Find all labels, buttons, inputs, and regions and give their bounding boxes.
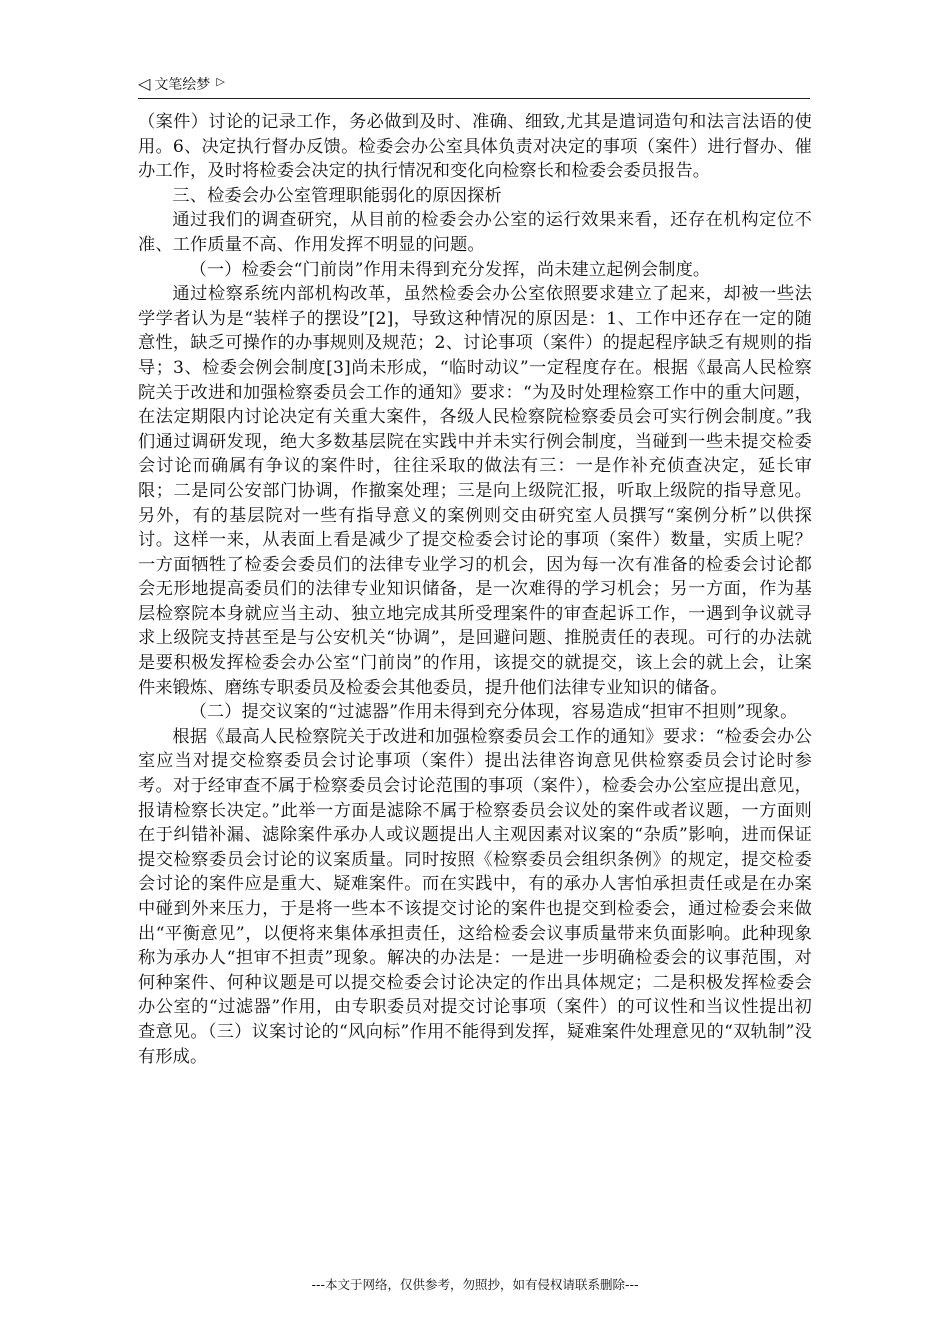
paragraph-body-2: 根据《最高人民检察院关于改进和加强检察委员会工作的通知》要求：“检委会办公室应当对提交检察委员会讨论事项（案件）提出法律咨询意见供检察委员会讨论时参考。对于经审查不属于检察委员会讨论范围的事项（案件），检委会办公室应提出意见，报请检察长决定。”此举一方面是滤除不属于检察委员会议处的案件或者议题，一方面则在于纠错补漏、滤除案件承办人或议题提出人主观因素对议案的“杂质”影响，进而保证提交检察委员会讨论的议案质量。同时按照《检察委员会组织条例》的规定，提交检委会讨论的案件应是重大、疑难案件。而在实践中，有的承办人害怕承担责任或是在办案中碰到外来压力，于是将一些本不该提交讨论的案件也提交到检委会，通过检委会来做出“平衡意见”，以便将来集体承担责任，这给检委会议事质量带来负面影响。此种现象称为承办人“担审不担责”现象。解决的办法是：一是进一步明确检委会的议事范围，对何种案件、何种议题是可以提交检委会讨论决定的作出具体规定；二是积极发挥检委会办公室的“过滤器”作用，由专职委员对提交讨论事项（案件）的可议性和当议性提出初查意见。（三）议案讨论的“风向标”作用不能得到发挥，疑难案件处理意见的“双轨制”没有形成。 [138, 726, 812, 1067]
left-triangle-icon: ◁ [138, 74, 151, 93]
section-heading-3: 三、检委会办公室管理职能弱化的原因探析 [172, 185, 502, 206]
brand-logo [138, 74, 225, 94]
right-triangle-icon: ▷ [216, 74, 225, 88]
footer-disclaimer: ---本文于网络，仅供参考，勿照抄，如有侵权请联系删除--- [311, 1277, 639, 1292]
page-header [138, 70, 810, 99]
paragraph-continuation: （案件）讨论的记录工作，务必做到及时、准确、细致,尤其是遣词造句和法言法语的使用。6、决定执行督办反馈。检委会办公室具体负责对决定的事项（案件）进行督办、催办工作，及时将检委会决定的执行情况和变化向检察长和检委会委员报告。 [138, 112, 812, 182]
paragraph-body-1: 通过检察系统内部机构改革，虽然检委会办公室依照要求建立了起来，却被一些法学学者认为是“装样子的摆设”[2]，导致这种情况的原因是：1、工作中还存在一定的随意性，缺乏可操作的办事规则及规范；2、讨论事项（案件）的提起程序缺乏有规则的指导；3、检委会例会制度[3]尚未形成，“临时动议”一定程度存在。根据《最高人民检察院关于改进和加强检察委员会工作的通知》要求：“为及时处理检察工作中的重大问题，在法定期限内讨论决定有关重大案件，各级人民检察院检察委员会可实行例会制度。”我们通过调研发现，绝大多数基层院在实践中并未实行例会制度，当碰到一些未提交检委会讨论而确属有争议的案件时，往往采取的做法有三：一是作补充侦查决定，延长审限；二是同公安部门协调，作撤案处理；三是向上级院汇报，听取上级院的指导意见。另外，有的基层院对一些有指导意义的案例则交由研究室人员撰写“案例分析”以供探讨。这样一来，从表面上看是减少了提交检委会讨论的事项（案件）数量，实质上呢？一方面牺牲了检委会委员们的法律专业学习的机会，因为每一次有准备的检委会讨论都会无形地提高委员们的法律专业知识储备，是一次难得的学习机会；另一方面，作为基层检察院本身就应当主动、独立地完成其所受理案件的审查起诉工作，一遇到争议就寻求上级院支持甚至是与公安机关“协调”，是回避问题、推脱责任的表现。可行的办法就是要积极发挥检委会办公室“门前岗”的作用，该提交的就提交，该上会的就上会，让案件来锻炼、磨练专职委员及检委会其他委员，提升他们法律专业知识的储备。 [138, 284, 812, 698]
paragraph-intro: 通过我们的调查研究，从目前的检委会办公室的运行效果来看，还存在机构定位不准、工作质量不高、作用发挥不明显的问题。 [138, 210, 812, 255]
document-body [138, 110, 812, 1069]
subheading-1: （一）检委会“门前岗”作用未得到充分发挥，尚未建立起例会制度。 [189, 259, 711, 280]
brand-text: 文笔绘梦 [154, 77, 211, 93]
subheading-2: （二）提交议案的“过滤器”作用未得到充分体现，容易造成“担审不担则”现象。 [189, 702, 798, 723]
